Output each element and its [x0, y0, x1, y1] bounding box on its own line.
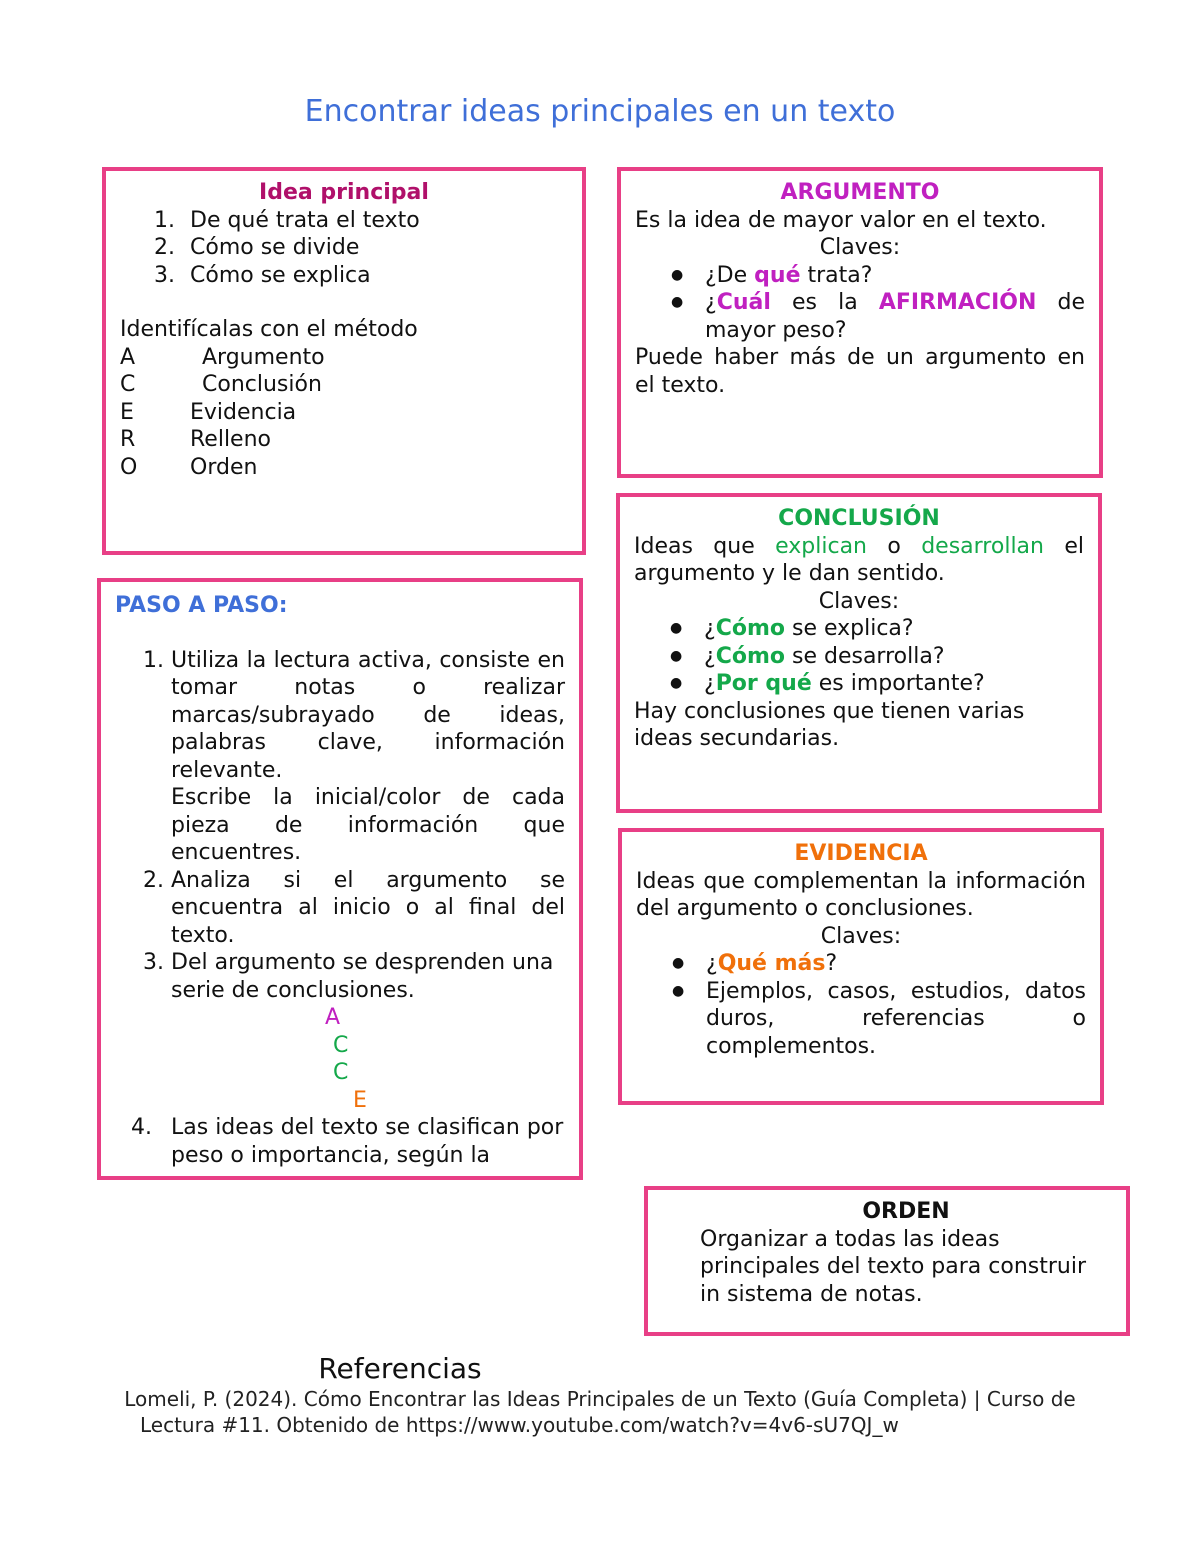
- orden-box: [644, 1186, 1130, 1336]
- argumento-definition: Es la idea de mayor valor en el texto.: [635, 207, 1047, 233]
- idea-principal-box: [102, 167, 586, 555]
- argumento-claves: [635, 262, 1085, 345]
- method-row: O Orden: [120, 454, 258, 480]
- argumento-heading: ARGUMENTO: [780, 180, 940, 205]
- idea-principal-list: [120, 207, 568, 290]
- evidencia-heading: EVIDENCIA: [794, 841, 928, 866]
- conclusion-definition: Ideas que explican o desarrollan el argumento y le dan sentido.: [634, 533, 1084, 586]
- reference-line: Lectura #11. Obtenido de https://www.youtube.com/watch?v=4v6-sU7QJ_w: [140, 1413, 899, 1437]
- reference-line: Lomeli, P. (2024). Cómo Encontrar las Ideas Principales de un Texto (Guía Completa) | Curso de: [124, 1387, 1076, 1411]
- conclusion-box: [616, 493, 1102, 813]
- method-row: C Conclusión: [120, 372, 322, 397]
- method-row: A Argumento: [120, 344, 325, 370]
- paso-steps: [115, 647, 565, 1005]
- list-item: 3. Del argumento se desprenden una serie de conclusiones.: [143, 950, 554, 1003]
- method-row: E Evidencia: [120, 399, 297, 425]
- page-title: Encontrar ideas principales en un texto: [304, 94, 896, 129]
- evidencia-box: [618, 828, 1104, 1105]
- claves-label: Claves:: [820, 923, 902, 949]
- idea-principal-heading: Idea principal: [259, 180, 429, 205]
- list-item: 3. Cómo se explica: [154, 262, 371, 288]
- conclusion-note: Hay conclusiones que tienen varias ideas secundarias.: [634, 698, 1025, 751]
- orden-heading: ORDEN: [862, 1199, 950, 1224]
- acce-letter: C: [333, 1032, 349, 1058]
- argumento-box: [617, 167, 1103, 478]
- acce-letter: E: [353, 1087, 367, 1113]
- list-item: 2. Cómo se divide: [154, 235, 360, 260]
- acce-diagram: [115, 1004, 565, 1114]
- list-item: ● ¿Qué más?: [636, 950, 1086, 978]
- list-item: 1. De qué trata el texto: [154, 207, 420, 233]
- acce-letter: A: [325, 1005, 341, 1030]
- acce-letter: C: [333, 1060, 349, 1085]
- conclusion-claves: [634, 615, 1084, 698]
- list-item: ● ¿De qué trata?: [635, 262, 1085, 290]
- list-item: ● ¿Cómo se desarrolla?: [634, 643, 1084, 671]
- list-item: 2. Analiza si el argumento se encuentra al inicio o al final del texto.: [143, 867, 565, 948]
- references-heading: Referencias: [318, 1352, 482, 1385]
- orden-text: Organizar a todas las ideas principales del texto para construir in sistema de notas.: [700, 1226, 1086, 1307]
- references-text: [60, 1386, 1140, 1438]
- paso-heading: PASO A PASO:: [115, 593, 288, 618]
- list-item: ● ¿Cuál es la AFIRMACIÓN de mayor peso?: [635, 289, 1085, 344]
- list-item: ● ¿Por qué es importante?: [634, 670, 1084, 698]
- claves-label: Claves:: [818, 588, 900, 614]
- claves-label: Claves:: [819, 235, 901, 260]
- conclusion-heading: CONCLUSIÓN: [778, 506, 940, 531]
- method-row: R Relleno: [120, 427, 271, 452]
- paso-a-paso-box: [97, 578, 583, 1180]
- argumento-note: Puede haber más de un argumento en el texto.: [635, 345, 1085, 398]
- list-item: 1. Utiliza la lectura activa, consiste en tomar notas o realizar marcas/subrayado de ideas, palabras clave, información relevante. Escribe la inicial/color de cada pieza de información que encuentres.: [143, 647, 565, 865]
- list-item: ● Ejemplos, casos, estudios, datos duros, referencias o complementos.: [636, 978, 1086, 1061]
- list-item: ● ¿Cómo se explica?: [634, 615, 1084, 643]
- list-item: 4. Las ideas del texto se clasifican por peso o importancia, según la: [131, 1115, 564, 1168]
- evidencia-claves: [636, 950, 1086, 1060]
- evidencia-definition: Ideas que complementan la información del argumento o conclusiones.: [636, 868, 1086, 921]
- method-intro: Identifícalas con el método: [120, 317, 418, 342]
